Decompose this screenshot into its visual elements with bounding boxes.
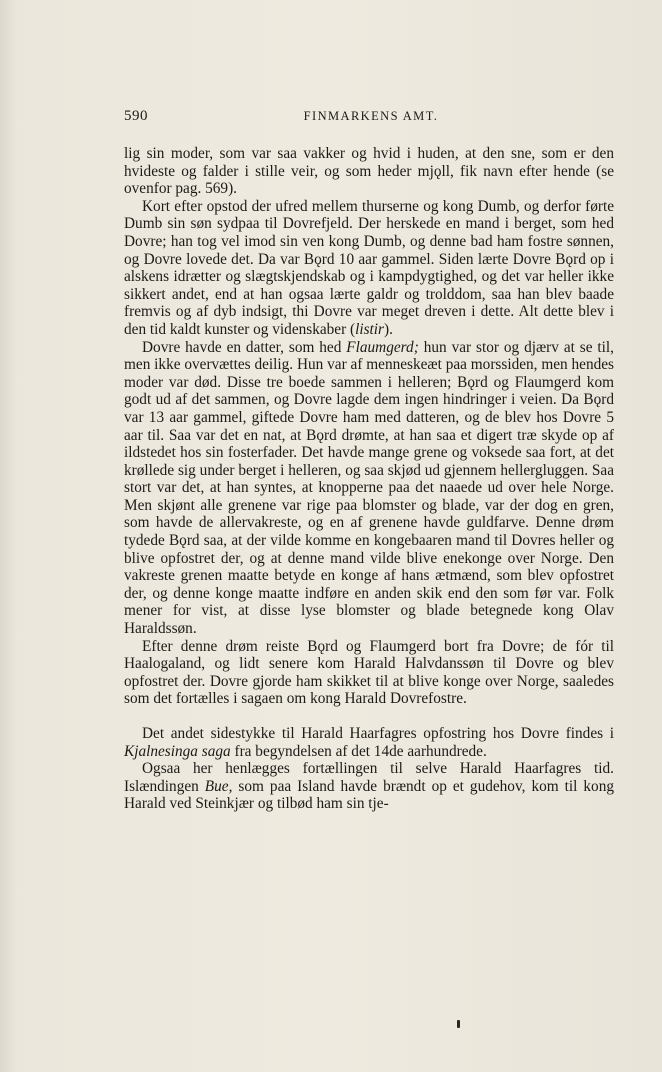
paragraph-harald-fostered: Efter denne drøm reiste Bǫrd og Flaumgerd bort fra Dovre; de fór til Haalogaland, og lidt senere kom Harald Halvdanssøn til Dovre og blev opfostret der. Dovre gjorde ham skikket til at blive konge over Norge, saaledes som det fortælles i sagaen om kong Harald Dovrefostre. xyxy=(124,637,614,708)
body-text xyxy=(124,145,614,813)
paragraph-kjalnesinga: Det andet sidestykke til Harald Haarfagres opfostring hos Dovre findes i Kjalnesinga saga fra begyndelsen af det 14de aarhundrede. xyxy=(124,725,614,760)
paragraph-dumb-dovre: Kort efter opstod der ufred mellem thurserne og kong Dumb, og derfor førte Dumb sin søn sydpaa til Dovrefjeld. Der herskede en mand i berget, som hed Dovre; han tog vel imod sin ven kong Dumb, og denne bad ham fostre sønnen, og Dovre lovede det. Da var Bǫrd 10 aar gammel. Siden lærte Dovre Bǫrd op i alskens idrætter og slægtskjendskab og i kampdygtighed, og det var heller ikke sikkert andet, end at han ogsaa lærte galdr og trolddom, saa han blev baade fremvis og af dyb indsigt, thi Dovre var meget dreven i dette. Alt dette blev i den tid kaldt kunster og videnskaber (listir). xyxy=(124,197,614,338)
paragraph-flaumgerd: Dovre havde en datter, som hed Flaumgerd; hun var stor og djærv at se til, men ikke overvættes deilig. Hun var af menneskeæt paa morssiden, men hendes moder var død. Disse tre boede sammen i helleren; Bǫrd og Flaumgerd kom godt ud af det sammen, og Dovre lagde dem ingen hindringer i veien. Da Bǫrd var 13 aar gammel, giftede Dovre ham med datteren, og de blev hos Dovre 5 aar til. Saa var det en nat, at Bǫrd drømte, at han saa et digert træ skyde op af ildstedet hos sin fosterfader. Det havde mange grene og voksede saa fort, at det krøllede sig under berget i helleren, og saa skjød ud gjennem hellergluggen. Saa stort var det, at han syntes, at knopperne paa det naaede ud over hele Norge. Men skjønt alle grenene var rige paa blomster og blade, var der dog en gren, som havde de allervakreste, og en af grenene havde guldfarve. Denne drøm tydede Bǫrd saa, at der vilde komme en kongebaaren mand til Dovres heller og blive opfostret der, og at denne mand vilde blive enekonge over Norge. Den vakreste grenen maatte betyde en konge af hans ætmænd, som blev opfostret der, og denne konge maatte indføre en anden skik end den som før var. Folk mener for vist, at disse lyse blomster og blade betegnede kong Olav Haraldssøn. xyxy=(124,338,614,638)
page-header xyxy=(124,108,614,128)
ink-speck xyxy=(457,1020,460,1028)
paragraph-bue: Ogsaa her henlægges fortællingen til selve Harald Haarfagres tid. Islændingen Bue, som paa Island havde brændt op et gudehov, kom til kong Harald ved Steinkjær og tilbød ham sin tje- xyxy=(124,760,614,813)
paragraph-continuation: lig sin moder, som var saa vakker og hvid i huden, at den sne, som er den hvideste og falder i stille veir, og som heder mjǫll, fik navn efter hende (se ovenfor pag. 569). xyxy=(124,145,614,198)
running-title: FINMARKENS AMT. xyxy=(303,109,439,123)
page-number: 590 xyxy=(124,108,148,124)
